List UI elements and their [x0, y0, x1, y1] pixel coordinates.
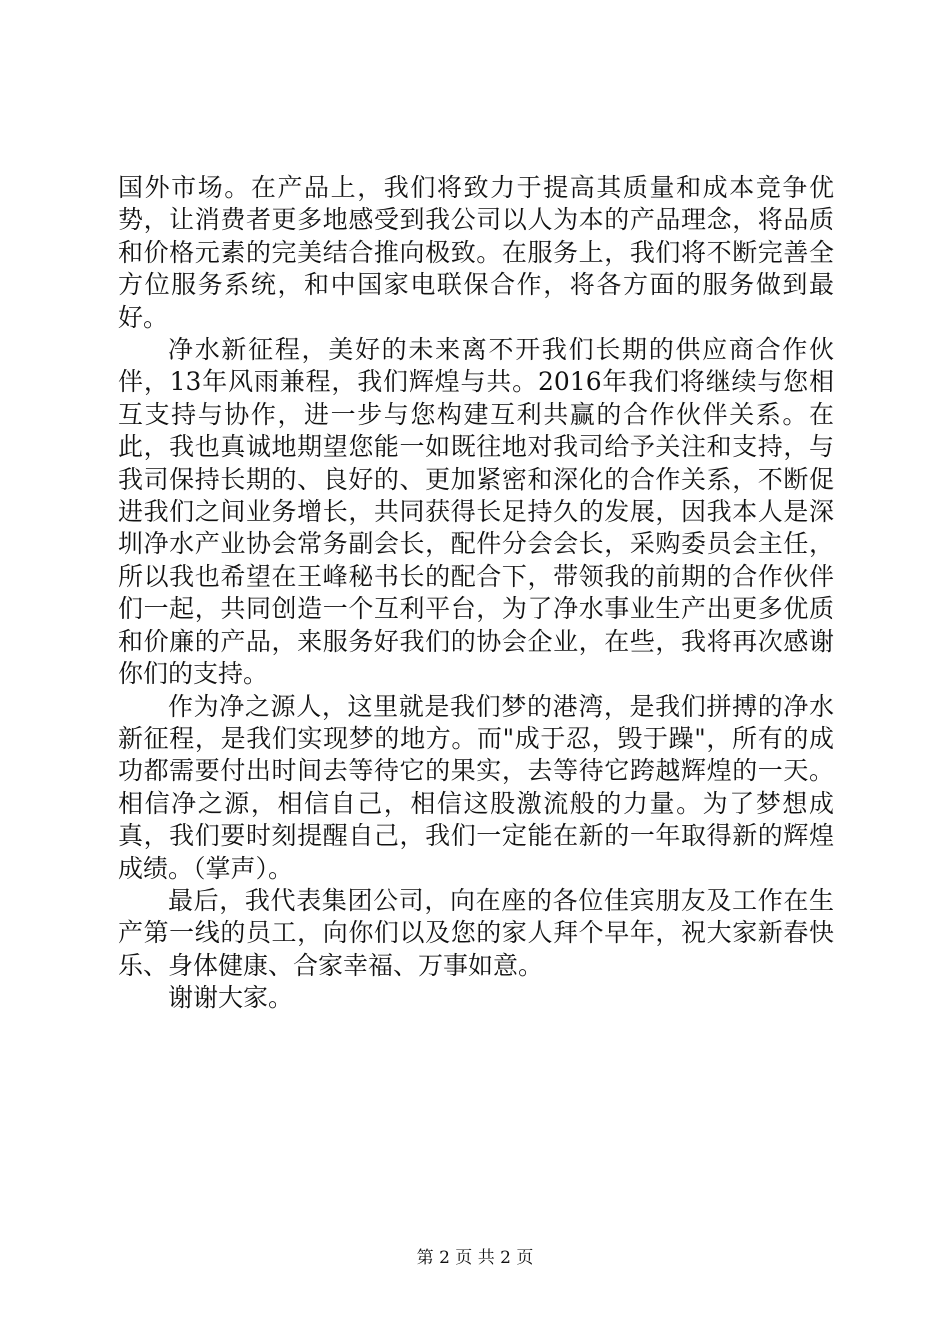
- paragraph-continuation: 国外市场。在产品上，我们将致力于提高其质量和成本竞争优势，让消费者更多地感受到我公司以人为本的产品理念，将品质和价格元素的完美结合推向极致。在服务上，我们将不断完善全方位服务系统，和中国家电联保合作，将各方面的服务做到最好。: [118, 173, 834, 332]
- paragraph-dream-harbor: 作为净之源人，这里就是我们梦的港湾，是我们拼搏的净水新征程，是我们实现梦的地方。而"成于忍，毁于躁"，所有的成功都需要付出时间去等待它的果实，去等待它跨越辉煌的一天。相信净之源，相信自己，相信这股激流般的力量。为了梦想成真，我们要时刻提醒自己，我们一定能在新的一年取得新的辉煌成绩。（掌声）。: [118, 691, 834, 883]
- paragraph-new-year-greeting: 最后，我代表集团公司，向在座的各位佳宾朋友及工作在生产第一线的员工，向你们以及您的家人拜个早年，祝大家新春快乐、身体健康、合家幸福、万事如意。: [118, 885, 834, 980]
- paragraph-thanks: 谢谢大家。: [168, 983, 294, 1013]
- document-body: [118, 172, 834, 1015]
- paragraph-new-journey: 净水新征程，美好的未来离不开我们长期的供应商合作伙伴，13年风雨兼程，我们辉煌与共。2016年我们将继续与您相互支持与协作，进一步与您构建互利共赢的合作伙伴关系。在此，我也真诚地期望您能一如既往地对我司给予关注和支持，与我司保持长期的、良好的、更加紧密和深化的合作关系，不断促进我们之间业务增长，共同获得长足持久的发展，因我本人是深圳净水产业协会常务副会长，配件分会会长，采购委员会主任，所以我也希望在王峰秘书长的配合下，带领我的前期的合作伙伴们一起，共同创造一个互利平台，为了净水事业生产出更多优质和价廉的产品，来服务好我们的协会企业，在些，我将再次感谢你们的支持。: [118, 335, 834, 689]
- page-number-footer: 第 2 页 共 2 页: [416, 1248, 534, 1268]
